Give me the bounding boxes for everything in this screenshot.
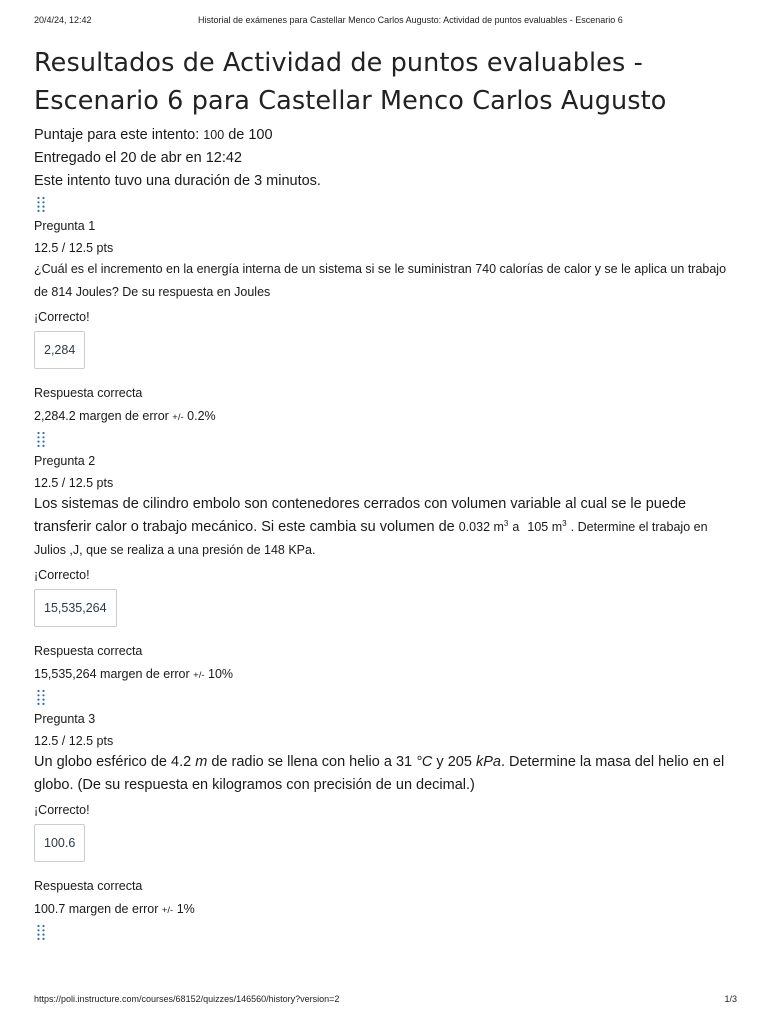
correct-answer-title: Respuesta correcta	[34, 386, 143, 400]
question-text-part-b: . Determine el trabajo en Julios ,J, que se realiza a una presión de 148 KPa.	[34, 520, 708, 557]
question-points: 12.5 / 12.5 pts	[34, 476, 114, 490]
print-url: https://poli.instructure.com/courses/68152/quizzes/146560/history?version=2	[34, 994, 340, 1004]
pdf-print-footer	[34, 994, 737, 1008]
submitted-line: Entregado el 20 de abr en 12:42	[34, 150, 242, 166]
unit-kpa: kPa	[475, 754, 501, 770]
question-text-part-1: Un globo esférico de 4.2	[34, 754, 192, 770]
question-text	[34, 493, 734, 562]
correct-label: ¡Correcto!	[34, 310, 90, 324]
question-text-part-3: y 205	[436, 754, 472, 770]
page-title	[34, 44, 734, 120]
question-3	[34, 709, 734, 921]
page-title-line-2: Escenario 6 para Castellar Menco Carlos Augusto	[34, 86, 667, 116]
question-text	[34, 751, 734, 797]
score-total: de 100	[228, 127, 273, 143]
correct-answer-title: Respuesta correcta	[34, 644, 143, 658]
plus-minus: +/-	[172, 412, 184, 423]
margin-value: 1%	[176, 902, 195, 916]
drag-handle-icon[interactable]	[36, 689, 48, 706]
question-points: 12.5 / 12.5 pts	[34, 241, 114, 255]
question-label: Pregunta 2	[34, 454, 96, 468]
correct-answer-title: Respuesta correcta	[34, 879, 143, 893]
print-date: 20/4/24, 12:42	[34, 15, 92, 25]
margin-value: 10%	[208, 667, 234, 681]
question-2	[34, 451, 734, 686]
question-text-part-2: de radio se llena con helio a 31	[211, 754, 413, 770]
correct-label: ¡Correcto!	[34, 568, 90, 582]
volume-final: 105 m	[527, 520, 563, 534]
print-document-title: Historial de exámenes para Castellar Menco Carlos Augusto: Actividad de puntos evaluables - Escenario 6	[198, 15, 623, 25]
duration-line: Este intento tuvo una duración de 3 minutos.	[34, 173, 321, 189]
superscript: 3	[503, 519, 509, 528]
attempt-summary	[34, 124, 734, 193]
correct-answer-value	[34, 664, 734, 686]
question-text-part-4: . Determine la masa del helio en el globo. (De su respuesta en kilogramos con precisión de un decimal.)	[34, 754, 725, 793]
question-1	[34, 216, 734, 428]
superscript: 3	[562, 519, 567, 528]
volume-initial: 0.032 m	[458, 520, 504, 534]
correct-answer-number: 2,284.2 margen de error	[34, 409, 169, 423]
quiz-results-content	[34, 44, 734, 942]
question-text: ¿Cuál es el incremento en la energía interna de un sistema si se le suministran 740 calorías de calor y se le aplica un trabajo de 814 Joules? De su respuesta en Joules	[34, 262, 727, 299]
drag-handle-icon[interactable]	[36, 196, 48, 213]
correct-answer-number: 15,535,264 margen de error	[34, 667, 190, 681]
unit-celsius: °C	[416, 754, 433, 770]
pdf-print-header	[34, 15, 734, 29]
margin-value: 0.2%	[187, 409, 216, 423]
answer-field[interactable]: 100.6	[34, 824, 85, 862]
question-points: 12.5 / 12.5 pts	[34, 734, 114, 748]
connector-word: a	[512, 520, 520, 534]
page-number: 1/3	[724, 994, 737, 1004]
drag-handle-icon[interactable]	[36, 431, 48, 448]
page-title-line-1: Resultados de Actividad de puntos evaluables -	[34, 48, 643, 78]
answer-field[interactable]: 15,535,264	[34, 589, 117, 627]
correct-answer-value	[34, 899, 734, 921]
correct-label: ¡Correcto!	[34, 803, 90, 817]
correct-answer-number: 100.7 margen de error	[34, 902, 159, 916]
question-text-part-a: Los sistemas de cilindro embolo son contenedores cerrados con volumen variable al cual se le puede transferir calor o trabajo mecánico. Si este cambia su volumen de	[34, 496, 687, 535]
score-line	[34, 124, 734, 147]
plus-minus: +/-	[161, 905, 174, 916]
drag-handle-icon[interactable]	[36, 924, 48, 941]
score-label: Puntaje para este intento:	[34, 127, 200, 143]
correct-answer-value	[34, 406, 734, 428]
plus-minus: +/-	[193, 670, 205, 681]
question-label: Pregunta 3	[34, 712, 96, 726]
question-label: Pregunta 1	[34, 219, 96, 233]
unit-meters: m	[195, 754, 208, 770]
score-value: 100	[203, 128, 225, 142]
answer-field[interactable]: 2,284	[34, 331, 85, 369]
